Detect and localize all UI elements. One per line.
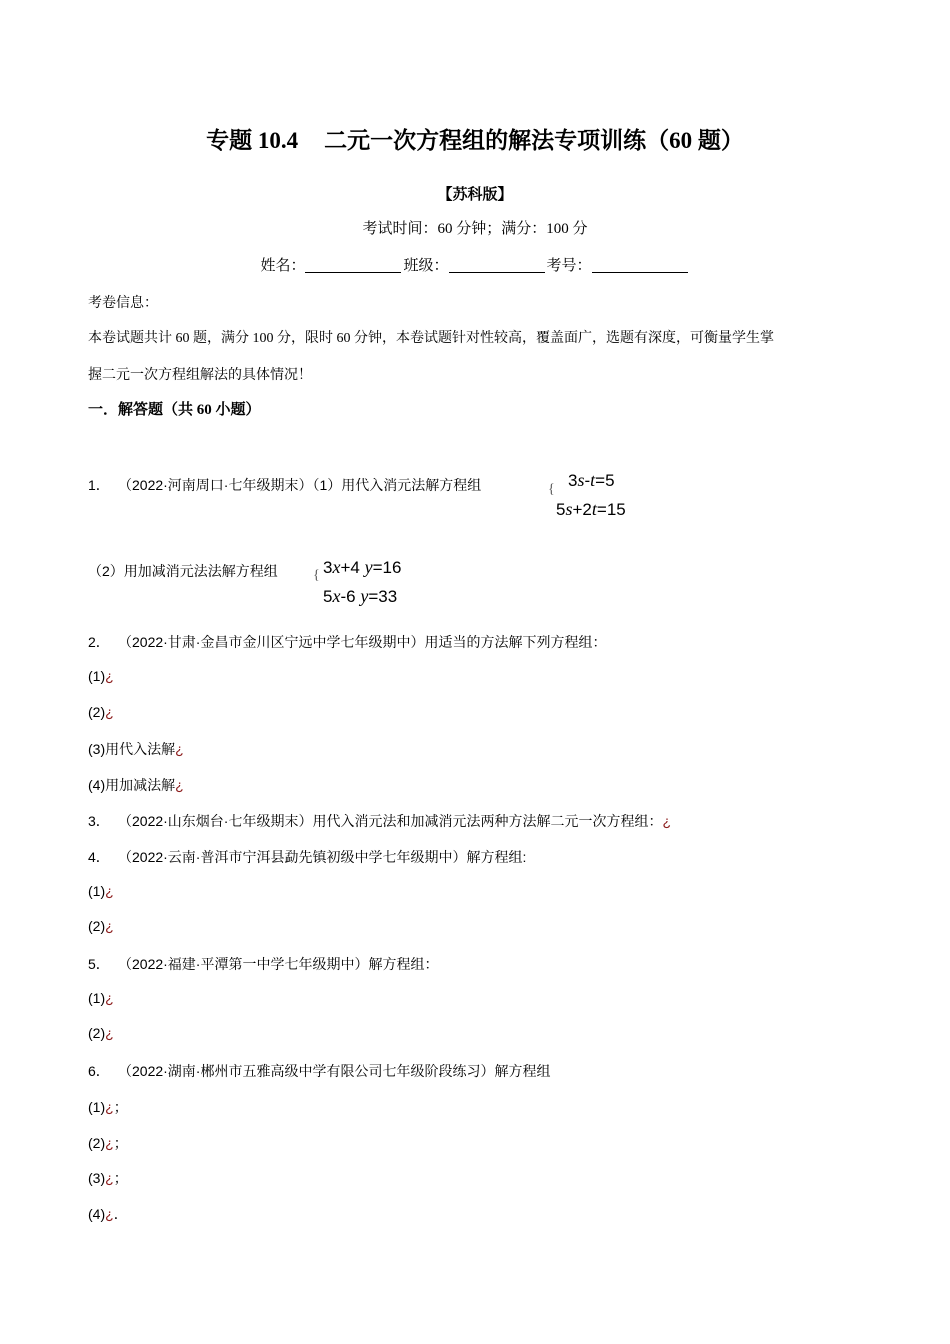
- question-text: （2022·湖南·郴州市五雅高级中学有限公司七年级阶段练习）解方程组: [118, 1063, 551, 1079]
- question-number: 3．: [88, 813, 110, 829]
- question-6-part-3: (3)¿；: [88, 1170, 128, 1186]
- missing-equation-glyph: ¿: [105, 1135, 114, 1151]
- missing-equation-glyph: ¿: [105, 704, 114, 720]
- question-text: （2022·福建·平潭第一中学七年级期中）解方程组：: [118, 956, 439, 972]
- question-number: 5．: [88, 956, 110, 972]
- brace-icon: {: [548, 482, 555, 497]
- class-label: 班级：: [403, 258, 449, 274]
- section-title: 一．解答题（共 60 小题）: [88, 402, 261, 418]
- question-4-part-1: (1)¿: [88, 883, 114, 899]
- question-2-part-3: (3)用代入法解¿: [88, 741, 184, 757]
- exam-number-blank: [592, 256, 688, 273]
- exam-meta: 考试时间：60 分钟；满分：100 分: [362, 221, 588, 237]
- question-2: [88, 632, 606, 652]
- page-title: [0, 122, 950, 155]
- question-2-part-4: (4)用加减法解¿: [88, 777, 184, 793]
- missing-equation-glyph: ¿: [105, 883, 114, 899]
- missing-equation-glyph: ¿: [105, 990, 114, 1006]
- missing-equation-glyph: ¿: [105, 668, 114, 684]
- question-6-part-1: (1)¿；: [88, 1099, 128, 1115]
- question-6-part-2: (2)¿；: [88, 1135, 128, 1151]
- missing-equation-glyph: ¿: [105, 1206, 114, 1222]
- equation-1a: 3s-t=5: [568, 470, 615, 490]
- question-number: 4．: [88, 849, 110, 865]
- equation-2a: 3x+4 y=16: [323, 557, 402, 577]
- exam-number-label: 考号：: [546, 258, 592, 274]
- info-heading: 考卷信息：: [88, 296, 158, 311]
- question-6: [88, 1061, 550, 1081]
- missing-equation-glyph: ¿: [662, 813, 672, 829]
- missing-equation-glyph: ¿: [105, 1025, 114, 1041]
- equation-1b: 5s+2t=15: [556, 499, 626, 519]
- question-number: 2．: [88, 634, 110, 650]
- student-fields: [0, 254, 950, 275]
- info-line-2: 握二元一次方程组解法的具体情况！: [88, 368, 312, 383]
- question-4-part-2: (2)¿: [88, 918, 114, 934]
- class-blank: [449, 256, 545, 273]
- missing-equation-glyph: ¿: [105, 1099, 114, 1115]
- missing-equation-glyph: ¿: [105, 918, 114, 934]
- question-number: 6．: [88, 1063, 110, 1079]
- edition-label: 【苏科版】: [437, 187, 513, 203]
- question-number: 1．: [88, 477, 110, 493]
- missing-equation-glyph: ¿: [105, 1170, 114, 1186]
- question-2-part-1: (1)¿: [88, 668, 114, 684]
- info-line-1: 本卷试题共计 60 题，满分 100 分，限时 60 分钟，本卷试题针对性较高，覆盖面广，选题有深度，可衡量学生掌: [88, 331, 774, 346]
- name-blank: [305, 256, 401, 273]
- question-2-part-2: (2)¿: [88, 704, 114, 720]
- title-prefix: 专题 10.4: [206, 128, 299, 153]
- question-text: （2022·山东烟台·七年级期末）用代入消元法和加减消元法两种方法解二元一次方程组：: [118, 813, 663, 829]
- question-3: [88, 811, 671, 831]
- question-5-part-2: (2)¿: [88, 1025, 114, 1041]
- brace-icon: {: [313, 568, 320, 583]
- missing-equation-glyph: ¿: [175, 741, 184, 757]
- question-5: [88, 954, 438, 974]
- question-4: [88, 847, 526, 867]
- missing-equation-glyph: ¿: [175, 777, 184, 793]
- question-text: （2022·云南·普洱市宁洱县勐先镇初级中学七年级期中）解方程组:: [118, 849, 527, 865]
- question-1: [88, 475, 481, 495]
- title-main: 二元一次方程组的解法专项训练（60 题）: [324, 128, 744, 153]
- question-text: （2022·河南周口·七年级期末）（1）用代入消元法解方程组: [118, 477, 482, 493]
- question-6-part-4: (4)¿．: [88, 1206, 128, 1222]
- name-label: 姓名：: [260, 258, 306, 274]
- question-text: （2022·甘肃·金昌市金川区宁远中学七年级期中）用适当的方法解下列方程组：: [118, 634, 607, 650]
- question-5-part-1: (1)¿: [88, 990, 114, 1006]
- equation-2b: 5x-6 y=33: [323, 586, 398, 606]
- question-1-part-2: （2）用加减消元法法解方程组: [88, 563, 278, 579]
